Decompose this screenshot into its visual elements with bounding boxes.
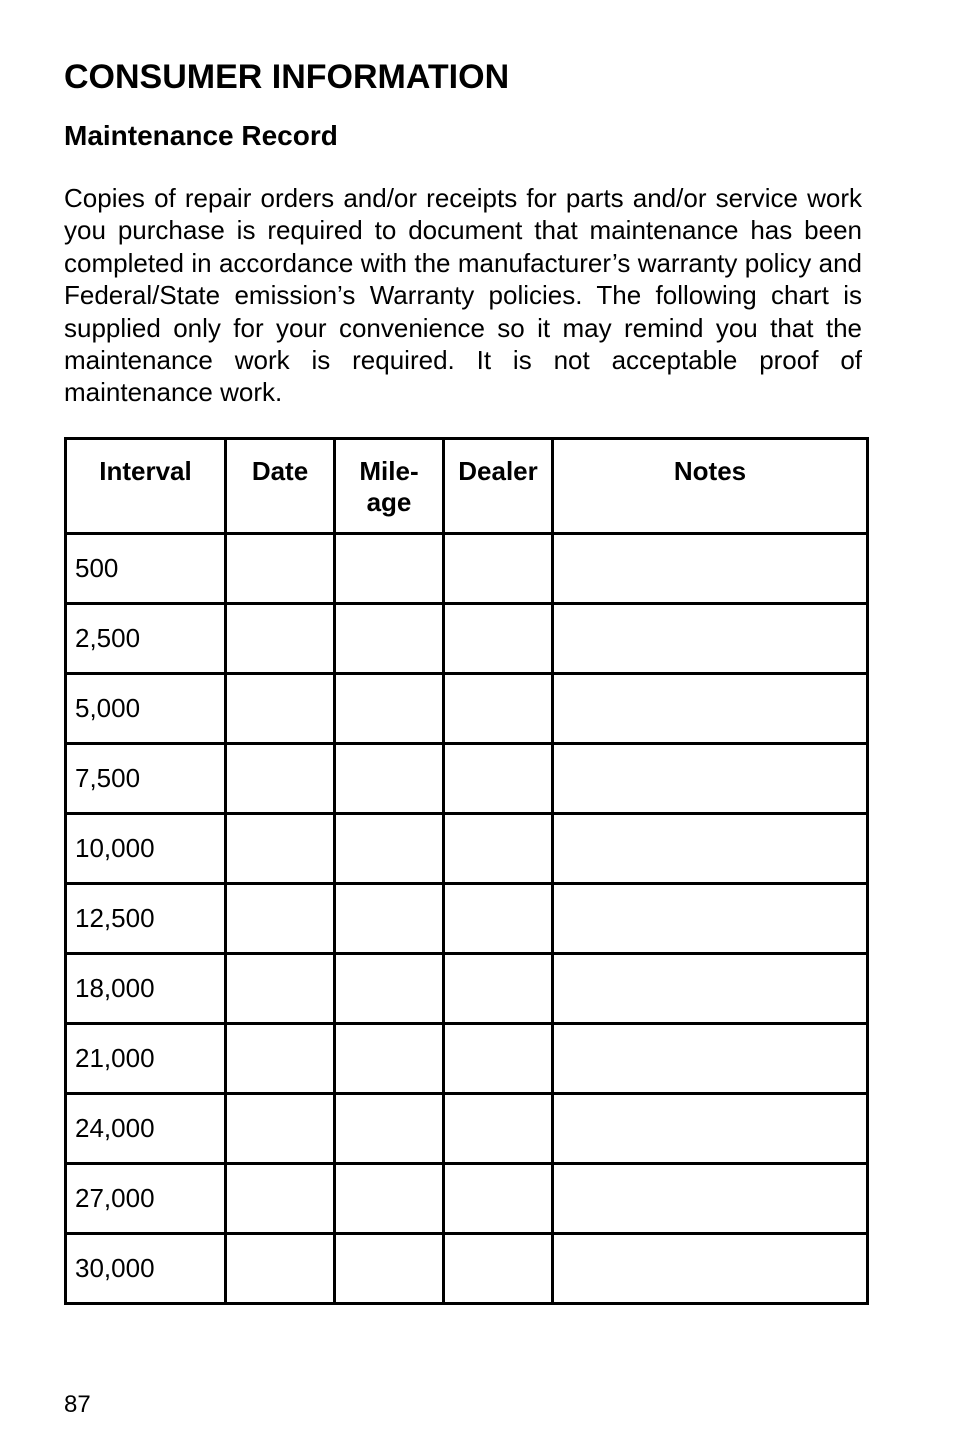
table-row xyxy=(66,1234,868,1304)
dealer-cell xyxy=(444,1234,553,1304)
table-header-row xyxy=(66,439,868,534)
intro-paragraph: Copies of repair orders and/or receipts for parts and/or service work you purchase is required to document that maintenance has been completed in accordance with the manufacturer’s warranty policy and Federal/State emission’s Warranty policies. The following chart is supplied only for your convenience so it may remind you that the maintenance work is required. It is not acceptable proof of maintenance work. xyxy=(64,183,862,408)
date-cell xyxy=(226,814,335,884)
mileage-cell xyxy=(335,814,444,884)
notes-cell xyxy=(553,534,868,604)
table-row xyxy=(66,604,868,674)
interval-cell: 2,500 xyxy=(66,604,226,674)
dealer-cell xyxy=(444,814,553,884)
mileage-cell xyxy=(335,884,444,954)
column-header-dealer: Dealer xyxy=(444,439,553,534)
date-cell xyxy=(226,1094,335,1164)
table-row xyxy=(66,674,868,744)
interval-cell: 27,000 xyxy=(66,1164,226,1234)
mileage-cell xyxy=(335,1024,444,1094)
table-row xyxy=(66,1024,868,1094)
dealer-cell xyxy=(444,1024,553,1094)
mileage-cell xyxy=(335,674,444,744)
interval-cell: 30,000 xyxy=(66,1234,226,1304)
column-header-notes: Notes xyxy=(553,439,868,534)
mileage-cell xyxy=(335,744,444,814)
mileage-cell xyxy=(335,1094,444,1164)
dealer-cell xyxy=(444,604,553,674)
mileage-cell xyxy=(335,604,444,674)
mileage-cell xyxy=(335,534,444,604)
date-cell xyxy=(226,604,335,674)
dealer-cell xyxy=(444,1094,553,1164)
date-cell xyxy=(226,1234,335,1304)
page-number: 87 xyxy=(64,1391,91,1418)
date-cell xyxy=(226,534,335,604)
interval-cell: 5,000 xyxy=(66,674,226,744)
interval-cell: 500 xyxy=(66,534,226,604)
date-cell xyxy=(226,884,335,954)
dealer-cell xyxy=(444,1164,553,1234)
date-cell xyxy=(226,744,335,814)
notes-cell xyxy=(553,1234,868,1304)
interval-cell: 10,000 xyxy=(66,814,226,884)
date-cell xyxy=(226,1024,335,1094)
date-cell xyxy=(226,674,335,744)
column-header-date: Date xyxy=(226,439,335,534)
mileage-cell xyxy=(335,1164,444,1234)
interval-cell: 12,500 xyxy=(66,884,226,954)
table-row xyxy=(66,1094,868,1164)
notes-cell xyxy=(553,604,868,674)
notes-cell xyxy=(553,884,868,954)
column-header-mileage: Mile- age xyxy=(335,439,444,534)
notes-cell xyxy=(553,814,868,884)
mileage-cell xyxy=(335,1234,444,1304)
notes-cell xyxy=(553,954,868,1024)
mileage-cell xyxy=(335,954,444,1024)
notes-cell xyxy=(553,1024,868,1094)
interval-cell: 21,000 xyxy=(66,1024,226,1094)
dealer-cell xyxy=(444,744,553,814)
table-row xyxy=(66,1164,868,1234)
notes-cell xyxy=(553,1094,868,1164)
table-row xyxy=(66,744,868,814)
dealer-cell xyxy=(444,534,553,604)
date-cell xyxy=(226,954,335,1024)
notes-cell xyxy=(553,674,868,744)
notes-cell xyxy=(553,1164,868,1234)
interval-cell: 24,000 xyxy=(66,1094,226,1164)
table-row xyxy=(66,884,868,954)
dealer-cell xyxy=(444,954,553,1024)
table-row xyxy=(66,954,868,1024)
maintenance-record-table xyxy=(64,437,869,1305)
date-cell xyxy=(226,1164,335,1234)
table-row xyxy=(66,534,868,604)
interval-cell: 7,500 xyxy=(66,744,226,814)
page-title: CONSUMER INFORMATION xyxy=(64,58,510,96)
column-header-interval: Interval xyxy=(66,439,226,534)
table-row xyxy=(66,814,868,884)
dealer-cell xyxy=(444,884,553,954)
notes-cell xyxy=(553,744,868,814)
section-title: Maintenance Record xyxy=(64,120,338,151)
interval-cell: 18,000 xyxy=(66,954,226,1024)
dealer-cell xyxy=(444,674,553,744)
